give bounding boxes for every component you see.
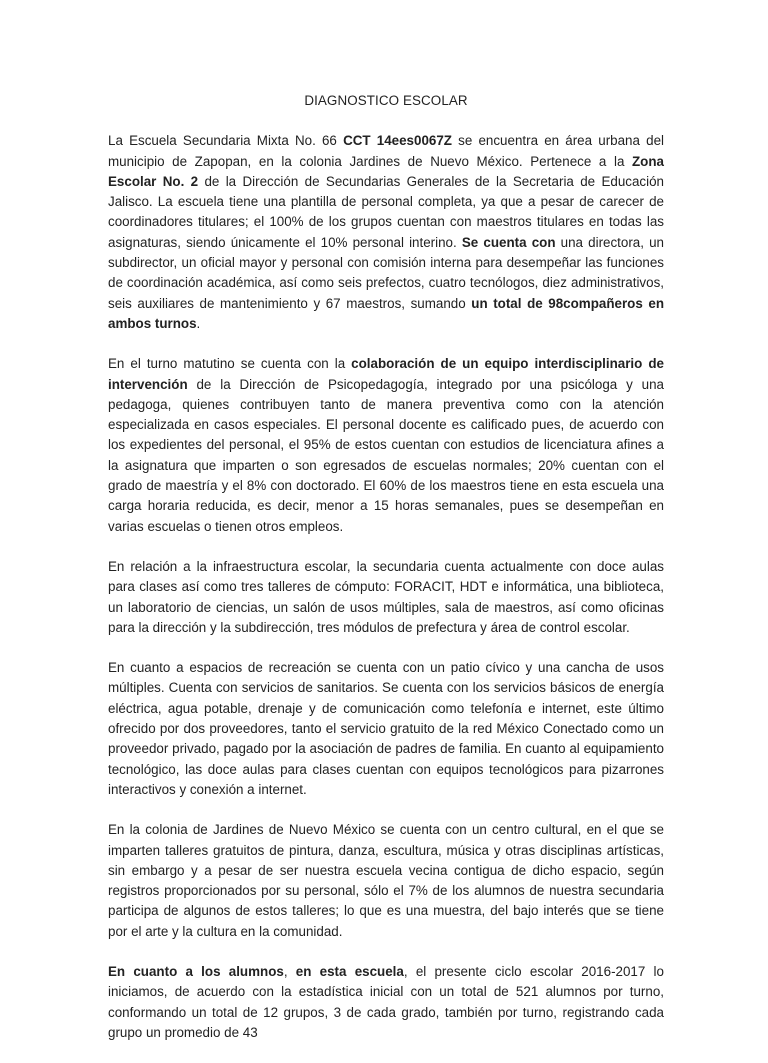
text-run: En cuanto a espacios de recreación se cuenta con un patio cívico y una cancha de usos múltiples. Cuenta con servicios de sanitarios. Se cuenta con los servicios básicos de energía eléctrica, agua potable, drenaje y de comunicación como telefonía e internet, este último ofrecido por dos proveedores, tanto el servicio gratuito de la red México Conectado como un proveedor privado, pagado por la asociación de padres de familia. En cuanto al equipamiento tecnológico, las doce aulas para clases cuentan con equipos tecnológicos para pizarrones interactivos y conexión a internet. (108, 660, 664, 797)
text-run: En el turno matutino se cuenta con la (108, 356, 352, 372)
text-run-bold: colaboración de un equipo interdisciplinario de intervención (108, 356, 664, 392)
text-run: una directora, un subdirector, un oficial mayor y personal con comisión interna para desempeñar las funciones de coordinación académica, así como seis prefectos, cuatro tecnólogos, diez administrativos, seis auxiliares de mantenimiento y 67 maestros, sumando (108, 234, 664, 311)
paragraph-morning-shift (108, 354, 664, 537)
paragraph-cultural-center (108, 820, 664, 942)
text-run: . (196, 315, 201, 331)
text-run-bold: en esta escuela (295, 963, 404, 979)
text-run: de la Dirección de Psicopedagogía, integrado por una psicóloga y una pedagoga, quienes contribuyen tanto de manera preventiva como con la atención especializada en casos especiales. El personal docente es calificado pues, de acuerdo con los expedientes del personal, el 95% de estos cuentan con estudios de licenciatura afines a la asignatura que imparten o son egresados de escuelas normales; 20% cuentan con el grado de maestría y el 8% con doctorado. El 60% de los maestros tiene en esta escuela una carga horaria reducida, es decir, menor a 15 horas semanales, pues se desempeñan en varias escuelas o tienen otros empleos. (108, 376, 664, 534)
paragraph-students (108, 962, 664, 1043)
paragraph-recreation-services (108, 658, 664, 800)
text-run: se encuentra en área urbana del municipio de Zapopan, en la colonia Jardines de Nuevo México. Pertenece a la (108, 133, 664, 169)
paragraph-infrastructure (108, 557, 664, 638)
text-run: , el presente ciclo escolar 2016-2017 lo iniciamos, de acuerdo con la estadística inicial con un total de 521 alumnos por turno, conformando un total de 12 grupos, 3 de cada grado, también por turno, registrando cada grupo un promedio de 43 (108, 963, 664, 1040)
text-run-bold: un total de 98compañeros en ambos turnos (108, 295, 665, 331)
text-run-bold: CCT 14ees0067Z (343, 133, 452, 149)
text-run-bold: Se cuenta con (461, 234, 556, 250)
text-run: En relación a la infraestructura escolar, la secundaria cuenta actualmente con doce aulas para clases así como tres talleres de cómputo: FORACIT, HDT e informática, una biblioteca, un laboratorio de ciencias, un salón de usos múltiples, sala de maestros, así como oficinas para la dirección y la subdirección, tres módulos de prefectura y área de control escolar. (108, 558, 664, 635)
text-run: , (283, 963, 296, 979)
text-run-bold: En cuanto a los alumnos (108, 963, 284, 979)
paragraph-school-overview (108, 131, 664, 334)
text-run-bold: Zona Escolar No. 2 (108, 153, 664, 189)
text-run: En la colonia de Jardines de Nuevo México se cuenta con un centro cultural, en el que se imparten talleres gratuitos de pintura, danza, escultura, música y otras disciplinas artísticas, sin embargo y a pesar de ser nuestra escuela vecina contigua de dicho espacio, según registros proporcionados por su personal, sólo el 7% de los alumnos de nuestra secundaria participa de algunos de estos talleres; lo que es una muestra, del bajo interés que se tiene por el arte y la cultura en la comunidad. (108, 822, 664, 939)
document-title: DIAGNOSTICO ESCOLAR (304, 93, 468, 108)
document-page (108, 91, 664, 1063)
text-run: La Escuela Secundaria Mixta No. 66 (108, 133, 344, 149)
text-run: de la Dirección de Secundarias Generales de la Secretaria de Educación Jalisco. La escuela tiene una plantilla de personal completa, ya que a pesar de carecer de coordinadores titulares; el 100% de los grupos cuentan con maestros titulares en todas las asignaturas, siendo únicamente el 10% personal interino. (108, 173, 664, 250)
